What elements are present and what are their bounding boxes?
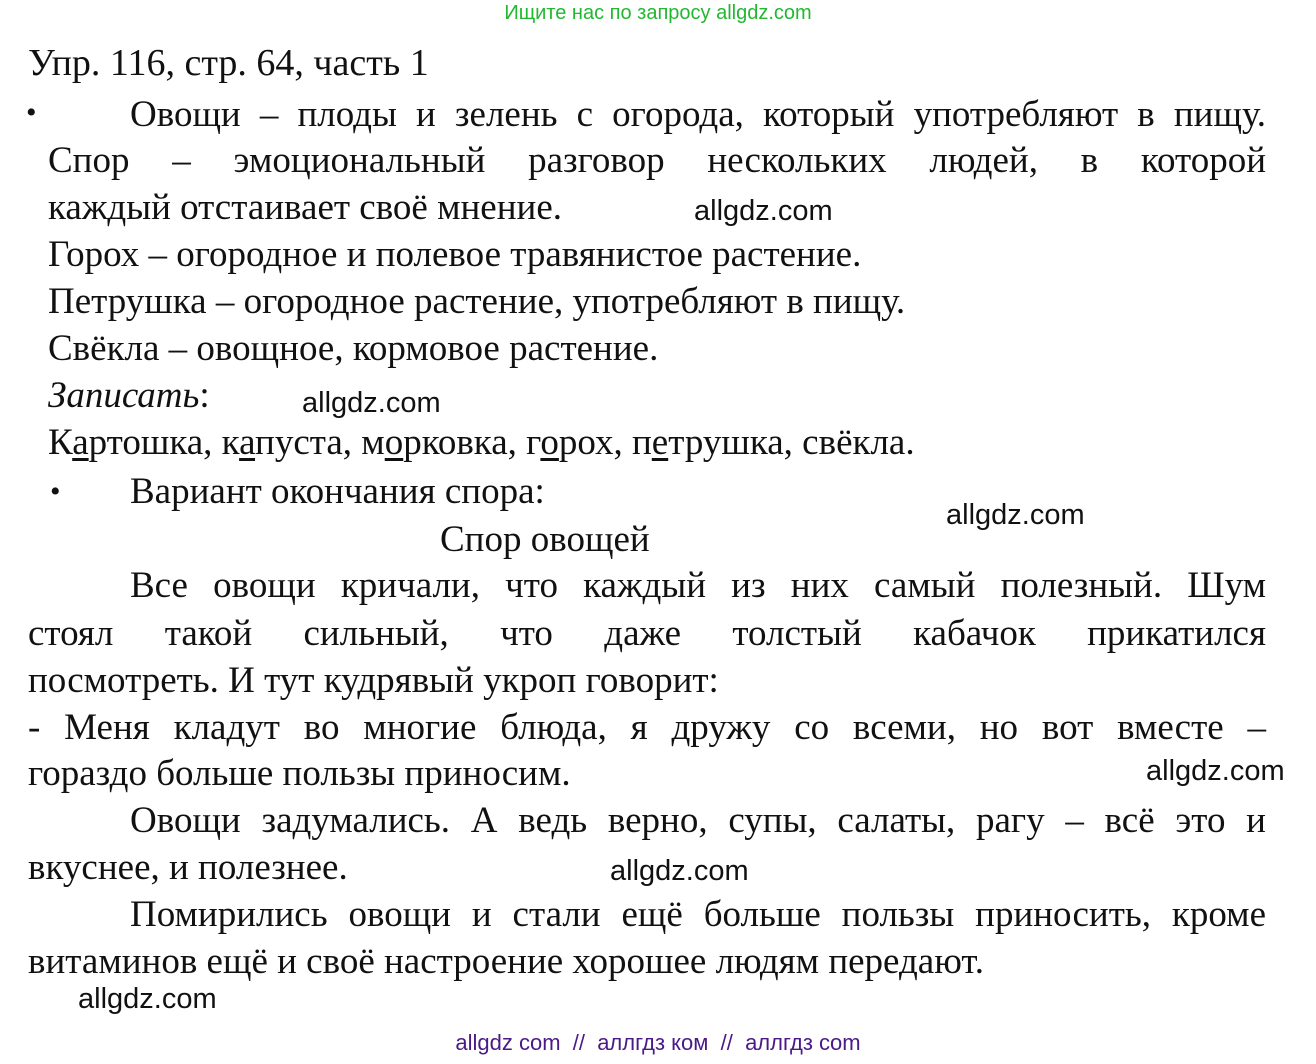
underlined-letter: а	[239, 422, 256, 463]
word-segment: пуста, м	[255, 422, 385, 463]
watermark: allgdz.com	[694, 195, 833, 227]
watermark: allgdz.com	[1146, 755, 1285, 787]
write-heading	[48, 374, 210, 418]
underlined-letter: о	[540, 422, 559, 463]
watermark: allgdz.com	[78, 983, 217, 1015]
story-title: Спор овощей	[440, 519, 650, 560]
word-segment: трушка, свёкла.	[668, 422, 915, 463]
write-colon: :	[199, 375, 210, 416]
story-line: посмотреть. И тут кудрявый укроп говорит:	[28, 660, 719, 701]
word-segment: рох, п	[558, 422, 652, 463]
definition-line: Горох – огородное и полевое травянистое растение.	[48, 234, 862, 275]
definition-line: Петрушка – огородное растение, употребляют в пищу.	[48, 281, 906, 322]
underlined-letter: е	[651, 422, 669, 463]
definition-line: Овощи – плоды и зелень с огорода, который употребляют в пищу.	[130, 94, 1266, 135]
story-line: вкуснее, и полезнее.	[28, 847, 348, 888]
definition-line: каждый отстаивает своё мнение.	[48, 187, 563, 228]
story-line: - Меня кладут во многие блюда, я дружу со всеми, но вот вместе –	[28, 707, 1266, 748]
words-line	[48, 421, 915, 465]
story-line: гораздо больше пользы приносим.	[28, 753, 571, 794]
write-label: Записать	[48, 375, 200, 416]
footer-watermark-text: allgdz com // аллгдз ком // аллгдз com	[455, 1030, 861, 1055]
story-line: Помирились овощи и стали ещё больше пользы приносить, кроме	[130, 894, 1266, 935]
watermark: allgdz.com	[946, 499, 1085, 531]
watermark: allgdz.com	[302, 387, 441, 419]
bullet-icon: •	[26, 96, 37, 129]
story-line: Все овощи кричали, что каждый из них самый полезный. Шум	[130, 565, 1266, 606]
definition-line: Свёкла – овощное, кормовое растение.	[48, 328, 659, 369]
exercise-title: Упр. 116, стр. 64, часть 1	[28, 42, 429, 84]
word-segment: рковка, г	[403, 422, 541, 463]
bullet-icon: •	[50, 475, 61, 508]
underlined-letter: о	[384, 422, 404, 463]
story-line: стоял такой сильный, что даже толстый кабачок прикатился	[28, 613, 1266, 654]
header-watermark: Ищите нас по запросу allgdz.com	[504, 2, 812, 24]
definition-line: Спор – эмоциональный разговор нескольких людей, в которой	[48, 140, 1266, 181]
variant-label: Вариант окончания спора:	[130, 471, 545, 512]
story-line: Овощи задумались. А ведь верно, супы, салаты, рагу – всё это и	[130, 800, 1266, 841]
footer-watermark	[0, 1030, 1316, 1056]
word-segment: К	[48, 422, 73, 463]
watermark: allgdz.com	[610, 855, 749, 887]
underlined-letter: а	[72, 422, 89, 463]
word-segment: ртошка, к	[88, 422, 240, 463]
story-line: витаминов ещё и своё настроение хорошее людям передают.	[28, 941, 985, 982]
